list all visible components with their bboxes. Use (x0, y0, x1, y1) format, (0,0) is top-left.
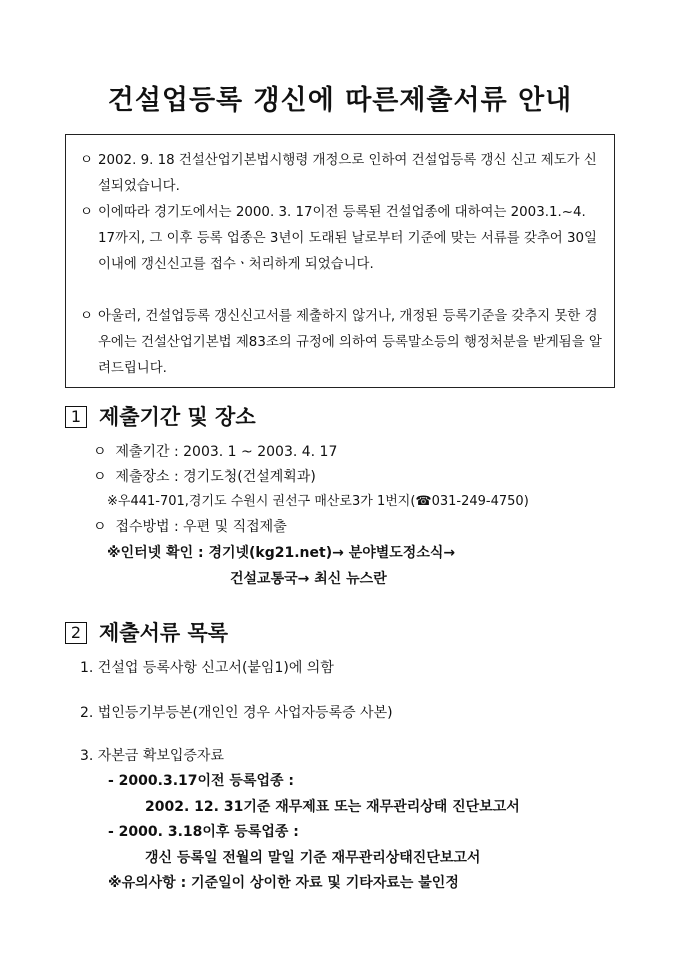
section-heading-document-list (65, 620, 228, 646)
sub-item-before-2000-detail: 2002. 12. 31기준 재무제표 또는 재무관리상태 진단보고서 (145, 799, 520, 815)
circle-bullet-icon: ㅇ (80, 309, 93, 324)
internet-guide-line-2: 건설교통국→ 최신 뉴스란 (230, 571, 387, 587)
section-number: 2 (65, 622, 87, 644)
submission-period-row (93, 442, 337, 462)
sub-item-after-2000: - 2000. 3.18이후 등록업종 : (108, 824, 299, 840)
notice-item-text: 2002. 9. 18 건설산업기본법시행령 개정으로 인하여 건설업등록 갱신 신고 제도가 신설되었습니다. (98, 153, 597, 194)
document-item-3: 3. 자본금 확보입증자료 (80, 748, 224, 764)
notice-item (80, 200, 604, 278)
notice-item (80, 304, 604, 382)
receipt-method: 접수방법 : 우편 및 직접제출 (115, 519, 287, 535)
circle-bullet-icon: ㅇ (93, 469, 107, 485)
section-title: 제출서류 목록 (99, 620, 229, 645)
section-number: 1 (65, 406, 87, 428)
notice-item (80, 148, 604, 200)
document-item-1: 1. 건설업 등록사항 신고서(붙임1)에 의함 (80, 660, 334, 676)
section-title: 제출기간 및 장소 (99, 404, 256, 429)
internet-guide-line-1: ※인터넷 확인 : 경기넷(kg21.net)→ 분야별도정소식→ (107, 545, 456, 561)
caution-note: ※유의사항 : 기준일이 상이한 자료 및 기타자료는 불인정 (108, 875, 459, 891)
receipt-method-row (93, 517, 287, 537)
document-item-2: 2. 법인등기부등본(개인인 경우 사업자등록증 사본) (80, 705, 393, 721)
circle-bullet-icon: ㅇ (80, 153, 93, 168)
circle-bullet-icon: ㅇ (93, 519, 107, 535)
submission-period: 제출기간 : 2003. 1 ~ 2003. 4. 17 (115, 444, 338, 460)
submission-place: 제출장소 : 경기도청(건설계획과) (115, 469, 316, 485)
notice-item-text: 이에따라 경기도에서는 2000. 3. 17이전 등록된 건설업종에 대하여는 2003.1.~4. 17까지, 그 이후 등록 업종은 3년이 도래된 날로부터 기준에 맞는 서류를 갖추어 30일 이내에 갱신신고를 접수ㆍ처리하게 되었습니다. (98, 205, 597, 272)
notice-item-text: 아울러, 건설업등록 갱신신고서를 제출하지 않거나, 개정된 등록기준을 갖추지 못한 경우에는 건설산업기본법 제83조의 규정에 의하여 등록말소등의 행정처분을 받게됨을 알려드립니다. (98, 309, 602, 376)
notice-box (65, 134, 615, 388)
sub-item-after-2000-detail: 갱신 등록일 전월의 말일 기준 재무관리상태진단보고서 (145, 850, 481, 866)
document-title: 건설업등록 갱신에 따른제출서류 안내 (107, 85, 573, 116)
sub-item-before-2000: - 2000.3.17이전 등록업종 : (108, 773, 295, 789)
address-line: ※우441-701,경기도 수원시 권선구 매산로3가 1번지(☎031-249-4750) (107, 494, 529, 509)
circle-bullet-icon: ㅇ (93, 444, 107, 460)
circle-bullet-icon: ㅇ (80, 205, 93, 220)
submission-place-row (93, 467, 316, 487)
section-heading-submission-period (65, 404, 256, 430)
